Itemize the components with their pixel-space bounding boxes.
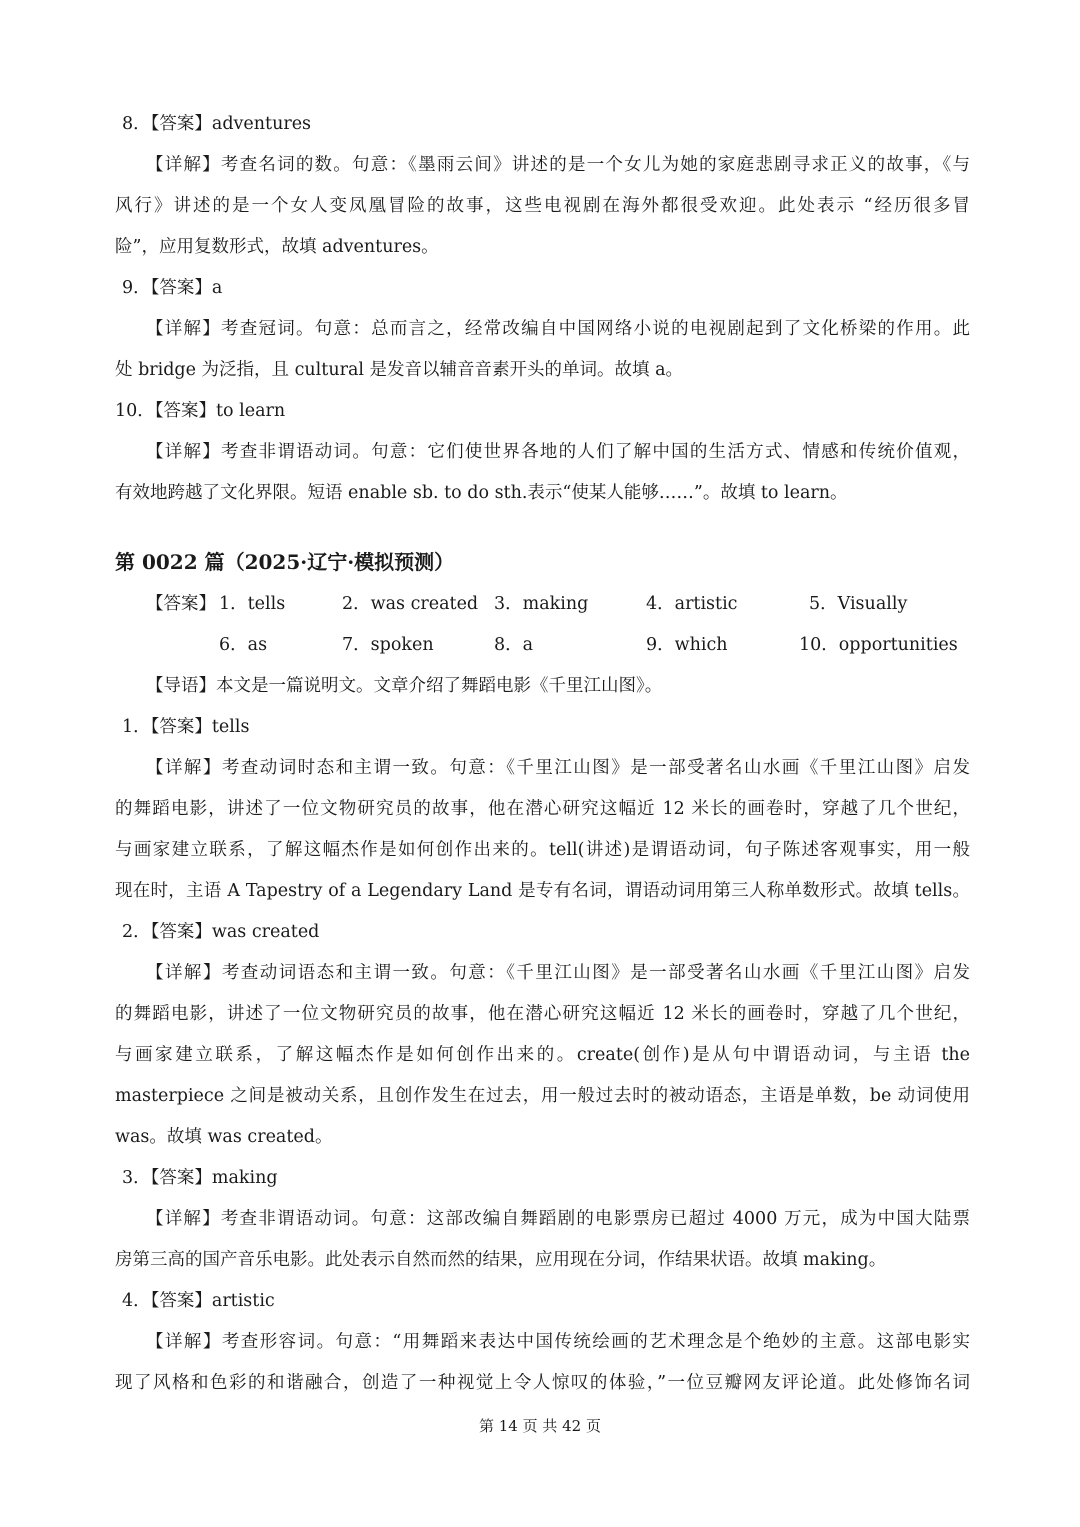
section-title: 第 0022 篇（2025·辽宁·模拟预测）	[115, 550, 455, 574]
answers-row-1	[146, 592, 970, 616]
answer-cell-2: 2．was created	[342, 594, 479, 614]
answer-cell-1: 1．tells	[219, 594, 286, 614]
detail-4-line-1: 【详解】考查形容词。句意：“用舞蹈来表达中国传统绘画的艺术理念是个绝妙的主意。这部电影实	[146, 1332, 970, 1352]
answer-cell-6: 6．as	[219, 635, 268, 655]
detail-2-line-4: masterpiece 之间是被动关系，且创作发生在过去，用一般过去时的被动语态，主语是单数，be 动词使用	[115, 1086, 970, 1106]
detail-1-line-2: 的舞蹈电影，讲述了一位文物研究员的故事，他在潜心研究这幅近 12 米长的画卷时，穿越了几个世纪，	[115, 799, 970, 819]
answer-cell-9: 9．which	[646, 635, 728, 655]
detail-3-line-2: 房第三高的国产音乐电影。此处表示自然而然的结果，应用现在分词，作结果状语。故填 making。	[115, 1250, 887, 1270]
detail-1-line-1: 【详解】考查动词时态和主谓一致。句意：《千里江山图》是一部受著名山水画《千里江山图》启发	[146, 758, 970, 778]
answer-8: 8．【答案】adventures	[122, 114, 312, 134]
answer-cell-5: 5．Visually	[809, 594, 908, 614]
detail-1-line-3: 与画家建立联系，了解这幅杰作是如何创作出来的。tell(讲述)是谓语动词，句子陈述客观事实，用一般	[115, 840, 970, 860]
answer-1: 1．【答案】tells	[122, 717, 250, 737]
answer-cell-8: 8．a	[494, 635, 534, 655]
detail-8-line-3: 险”，应用复数形式，故填 adventures。	[115, 237, 439, 257]
answer-cell-4: 4．artistic	[646, 594, 738, 614]
page-footer: 第 14 页 共 42 页	[478, 1417, 601, 1435]
detail-2-line-1: 【详解】考查动词语态和主谓一致。句意：《千里江山图》是一部受著名山水画《千里江山图》启发	[146, 963, 970, 983]
detail-10-line-1: 【详解】考查非谓语动词。句意：它们使世界各地的人们了解中国的生活方式、情感和传统价值观，	[146, 442, 970, 462]
answer-9: 9．【答案】a	[122, 278, 223, 298]
guide-text: 【导语】本文是一篇说明文。文章介绍了舞蹈电影《千里江山图》。	[146, 676, 663, 696]
answer-cell-7: 7．spoken	[342, 635, 434, 655]
answers-label: 【答案】	[146, 594, 216, 614]
detail-2-line-3: 与画家建立联系，了解这幅杰作是如何创作出来的。create(创作)是从句中谓语动词，与主语 the	[115, 1045, 970, 1065]
detail-9-line-1: 【详解】考查冠词。句意：总而言之，经常改编自中国网络小说的电视剧起到了文化桥梁的作用。此	[146, 319, 970, 339]
detail-4-line-2: 现了风格和色彩的和谐融合，创造了一种视觉上令人惊叹的体验，”一位豆瓣网友评论道。此处修饰名词	[115, 1373, 970, 1393]
answer-3: 3．【答案】making	[122, 1168, 278, 1188]
answer-10: 10．【答案】to learn	[115, 401, 286, 421]
answers-row-2	[146, 633, 970, 657]
answer-cell-3: 3．making	[494, 594, 589, 614]
detail-9-line-2: 处 bridge 为泛指，且 cultural 是发音以辅音音素开头的单词。故填 a。	[115, 360, 684, 380]
detail-2-line-2: 的舞蹈电影，讲述了一位文物研究员的故事，他在潜心研究这幅近 12 米长的画卷时，穿越了几个世纪，	[115, 1004, 970, 1024]
answer-2: 2．【答案】was created	[122, 922, 320, 942]
answer-4: 4．【答案】artistic	[122, 1291, 275, 1311]
detail-2-line-5: was。故填 was created。	[115, 1127, 333, 1147]
detail-3-line-1: 【详解】考查非谓语动词。句意：这部改编自舞蹈剧的电影票房已超过 4000 万元，成为中国大陆票	[146, 1209, 970, 1229]
answer-cell-10: 10．opportunities	[799, 635, 958, 655]
detail-1-line-4: 现在时，主语 A Tapestry of a Legendary Land 是专有名词，谓语动词用第三人称单数形式。故填 tells。	[115, 881, 970, 901]
detail-10-line-2: 有效地跨越了文化界限。短语 enable sb. to do sth.表示“使某人能够……”。故填 to learn。	[115, 483, 848, 503]
detail-8-line-2: 风行》讲述的是一个女人变凤凰冒险的故事，这些电视剧在海外都很受欢迎。此处表示 “经历很多冒	[115, 196, 970, 216]
detail-8-line-1: 【详解】考查名词的数。句意：《墨雨云间》讲述的是一个女儿为她的家庭悲剧寻求正义的故事，《与	[146, 155, 970, 175]
